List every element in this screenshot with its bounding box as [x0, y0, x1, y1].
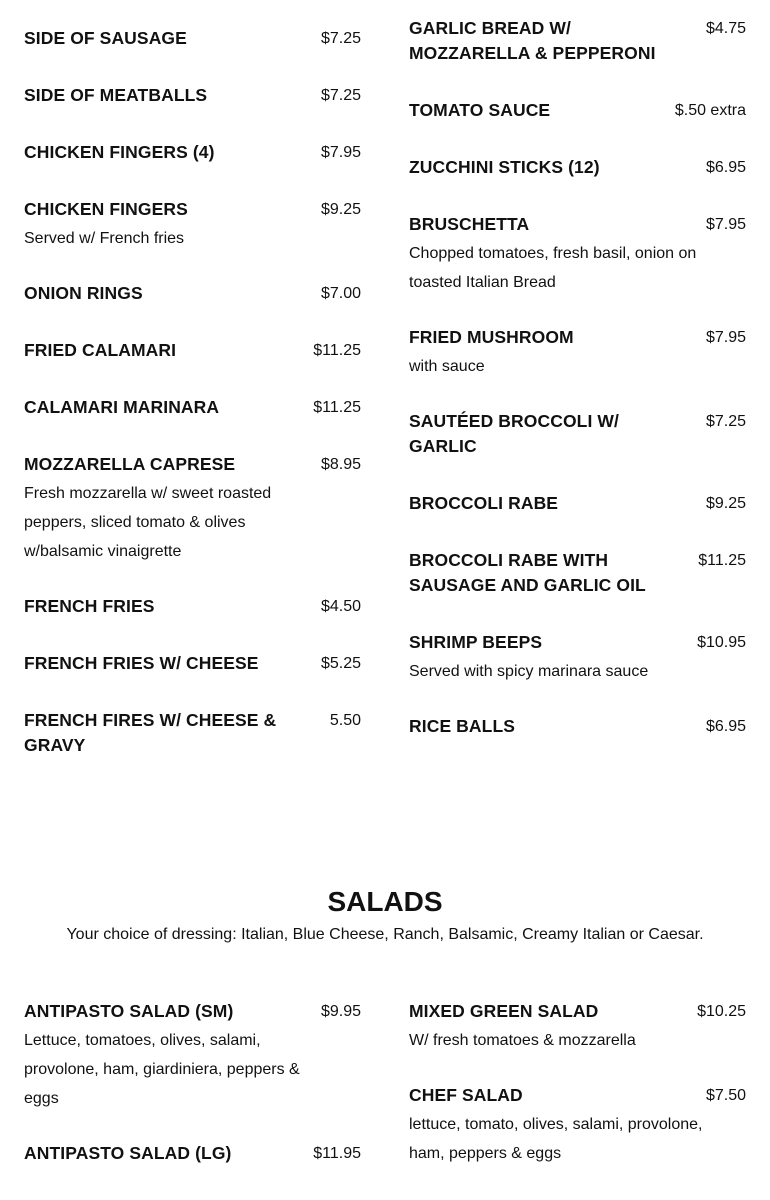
menu-item-name: CHICKEN FINGERS	[24, 199, 188, 219]
menu-item-header	[24, 452, 361, 477]
menu-item-header	[24, 395, 361, 420]
menu-item	[409, 16, 746, 66]
menu-item-price: $10.95	[697, 634, 746, 651]
menu-item-header	[24, 197, 361, 222]
menu-item-name: CHICKEN FINGERS (4)	[24, 142, 215, 162]
menu-item	[24, 1141, 361, 1166]
menu-item-name: MIXED GREEN SALAD	[409, 1001, 599, 1021]
menu-item-name: SIDE OF SAUSAGE	[24, 28, 187, 48]
menu-item-header	[24, 999, 361, 1024]
menu-item-name: BRUSCHETTA	[409, 214, 530, 234]
menu-item-name: FRENCH FRIES W/ CHEESE	[24, 653, 259, 673]
menu-item-name: CHEF SALAD	[409, 1085, 523, 1105]
menu-item	[24, 594, 361, 619]
menu-item	[24, 395, 361, 420]
menu-item-name: BROCCOLI RABE	[409, 493, 559, 513]
menu-item	[24, 708, 361, 758]
menu-item-header	[409, 325, 746, 350]
menu-item-description: Lettuce, tomatoes, olives, salami, provolone, ham, giardiniera, peppers & eggs	[24, 1032, 300, 1107]
menu-item-name: GARLIC BREAD W/ MOZZARELLA & PEPPERONI	[409, 18, 656, 63]
menu-item-price: $7.00	[320, 285, 361, 302]
menu-item-price: $5.25	[320, 655, 361, 672]
menu-item-header	[409, 999, 746, 1024]
menu-item-description: Chopped tomatoes, fresh basil, onion on toasted Italian Bread	[409, 245, 697, 291]
menu-item-price: $6.95	[705, 718, 746, 735]
menu-item-description: Served w/ French fries	[24, 230, 185, 247]
menu-item-price: $.50 extra	[674, 102, 746, 119]
menu-item-price: $7.95	[705, 329, 746, 346]
menu-item-description: Served with spicy marinara sauce	[409, 663, 649, 680]
menu-item-price: $10.25	[697, 1003, 746, 1020]
menu-item-name: ZUCCHINI STICKS (12)	[409, 157, 600, 177]
menu-item	[409, 325, 746, 381]
menu-item-price: $11.25	[698, 552, 746, 569]
menu-item-header	[409, 548, 746, 598]
menu-item	[409, 630, 746, 686]
menu-item-header	[24, 594, 361, 619]
menu-item-header	[24, 26, 361, 51]
menu-item	[24, 197, 361, 253]
menu-item-name: SHRIMP BEEPS	[409, 632, 543, 652]
menu-item-header	[24, 338, 361, 363]
menu-item	[409, 999, 746, 1055]
menu-item	[409, 714, 746, 739]
menu-item	[409, 98, 746, 123]
menu-item-header	[409, 98, 746, 123]
menu-item-price: $9.95	[320, 1003, 361, 1020]
menu-item-name: RICE BALLS	[409, 716, 515, 736]
menu-item-price: $7.50	[705, 1087, 746, 1104]
menu-item	[24, 281, 361, 306]
menu-item-header	[24, 140, 361, 165]
menu-item	[409, 212, 746, 297]
menu-item-price: $9.25	[320, 201, 361, 218]
menu-item-price: $7.25	[320, 30, 361, 47]
menu-item-header	[409, 212, 746, 237]
salads-section-title: SALADS	[327, 886, 443, 917]
menu-item-price: $4.50	[320, 598, 361, 615]
menu-item	[409, 1083, 746, 1168]
menu-item-name: ANTIPASTO SALAD (LG)	[24, 1143, 232, 1163]
menu-item-description: with sauce	[409, 358, 485, 375]
menu-item	[409, 548, 746, 598]
menu-item-header	[24, 281, 361, 306]
menu-item-price: $7.95	[705, 216, 746, 233]
menu-item-header	[409, 491, 746, 516]
menu-item-header	[409, 409, 746, 459]
appetizers-left-column	[24, 26, 361, 790]
menu-item-price: $11.25	[313, 399, 361, 416]
menu-item	[24, 26, 361, 51]
menu-item-name: FRIED CALAMARI	[24, 340, 177, 360]
menu-item-description: W/ fresh tomatoes & mozzarella	[409, 1032, 636, 1049]
menu-item	[409, 409, 746, 459]
menu-item-price: $7.25	[320, 87, 361, 104]
menu-item-name: SIDE OF MEATBALLS	[24, 85, 208, 105]
menu-item	[409, 155, 746, 180]
menu-item-name: FRENCH FIRES W/ CHEESE & GRAVY	[24, 710, 277, 755]
menu-item-header	[24, 651, 361, 676]
menu-item	[24, 140, 361, 165]
menu-item-header	[409, 155, 746, 180]
menu-item-price: $8.95	[320, 456, 361, 473]
menu-item-header	[24, 708, 361, 758]
menu-item-price: 5.50	[329, 712, 361, 729]
menu-item-price: $11.95	[313, 1145, 361, 1162]
menu-item-price: $11.25	[313, 342, 361, 359]
menu-item-name: BROCCOLI RABE WITH SAUSAGE AND GARLIC OIL	[409, 550, 646, 595]
menu-item-price: $4.75	[705, 20, 746, 37]
menu-item-description: Fresh mozzarella w/ sweet roasted peppers, sliced tomato & olives w/balsamic vinaigrette	[24, 485, 272, 560]
menu-item-header	[409, 714, 746, 739]
menu-item-name: SAUTÉED BROCCOLI W/ GARLIC	[409, 411, 619, 456]
menu-item-name: FRIED MUSHROOM	[409, 327, 574, 347]
menu-item-price: $6.95	[705, 159, 746, 176]
menu-item-header	[409, 16, 746, 66]
menu-item	[24, 999, 361, 1113]
menu-item-name: ONION RINGS	[24, 283, 143, 303]
menu-item	[24, 452, 361, 566]
menu-item-description: lettuce, tomato, olives, salami, provolone, ham, peppers & eggs	[409, 1116, 703, 1162]
salads-dressing-note: Your choice of dressing: Italian, Blue Cheese, Ranch, Balsamic, Creamy Italian or Caesar.	[66, 926, 704, 943]
menu-item-name: TOMATO SAUCE	[409, 100, 551, 120]
menu-item-name: ANTIPASTO SALAD (SM)	[24, 1001, 234, 1021]
menu-item	[24, 651, 361, 676]
menu-item-price: $9.25	[705, 495, 746, 512]
menu-item-header	[409, 630, 746, 655]
menu-item-header	[24, 1141, 361, 1166]
menu-item	[24, 83, 361, 108]
menu-item	[24, 338, 361, 363]
salads-right-column	[409, 999, 746, 1200]
menu-item-header	[24, 83, 361, 108]
menu-item-name: CALAMARI MARINARA	[24, 397, 220, 417]
menu-item	[409, 491, 746, 516]
menu-item-name: MOZZARELLA CAPRESE	[24, 454, 236, 474]
menu-item-price: $7.25	[705, 413, 746, 430]
menu-item-price: $7.95	[320, 144, 361, 161]
menu-item-name: FRENCH FRIES	[24, 596, 155, 616]
menu-item-header	[409, 1083, 746, 1108]
appetizers-right-column	[409, 16, 746, 771]
salads-left-column	[24, 999, 361, 1198]
